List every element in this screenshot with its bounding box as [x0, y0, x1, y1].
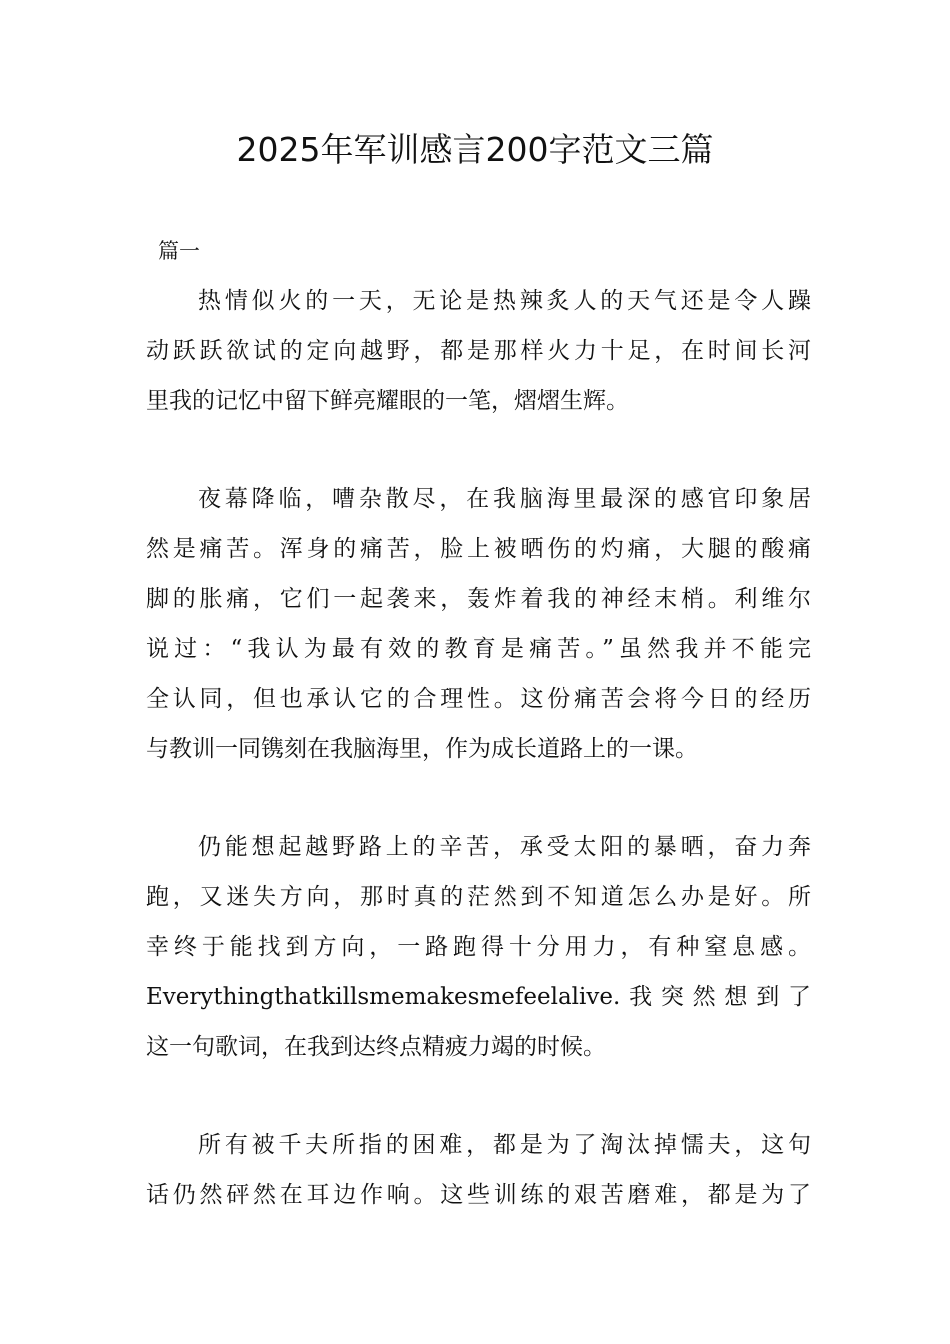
- paragraph-1-line-3: 里我的记忆中留下鲜亮耀眼的一笔，熠熠生辉。: [146, 388, 629, 414]
- paragraph-3-line-4: Everythingthatkillsmemakesmefeelalive.我突然想到了: [146, 984, 811, 1010]
- paragraph-2-line-4: 说过：“我认为最有效的教育是痛苦。”虽然我并不能完: [146, 636, 811, 662]
- section-label: 篇一: [158, 239, 200, 263]
- paragraph-3-line-1: 仍能想起越野路上的辛苦，承受太阳的暴晒，奋力奔: [198, 834, 811, 860]
- paragraph-4-line-2: 话仍然砰然在耳边作响。这些训练的艰苦磨难，都是为了: [146, 1182, 811, 1208]
- paragraph-3-line-3: 幸终于能找到方向，一路跑得十分用力，有种窒息感。: [146, 934, 811, 960]
- paragraph-2-line-5: 全认同，但也承认它的合理性。这份痛苦会将今日的经历: [146, 686, 811, 712]
- paragraph-2-line-3: 脚的胀痛，它们一起袭来，轰炸着我的神经末梢。利维尔: [146, 586, 811, 612]
- paragraph-1-line-1: 热情似火的一天，无论是热辣炙人的天气还是令人躁: [198, 288, 811, 314]
- paragraph-3-line-5: 这一句歌词，在我到达终点精疲力竭的时候。: [146, 1034, 606, 1060]
- paragraph-2-line-1: 夜幕降临，嘈杂散尽，在我脑海里最深的感官印象居: [198, 486, 811, 512]
- paragraph-3-line-2: 跑，又迷失方向，那时真的茫然到不知道怎么办是好。所: [146, 884, 811, 910]
- paragraph-2-line-6: 与教训一同镌刻在我脑海里，作为成长道路上的一课。: [146, 736, 698, 762]
- page-title: 2025年军训感言200字范文三篇: [236, 130, 714, 169]
- paragraph-1-line-2: 动跃跃欲试的定向越野，都是那样火力十足，在时间长河: [146, 338, 811, 364]
- paragraph-4-line-1: 所有被千夫所指的困难，都是为了淘汰掉懦夫，这句: [198, 1132, 811, 1158]
- paragraph-2-line-2: 然是痛苦。浑身的痛苦，脸上被晒伤的灼痛，大腿的酸痛: [146, 536, 811, 562]
